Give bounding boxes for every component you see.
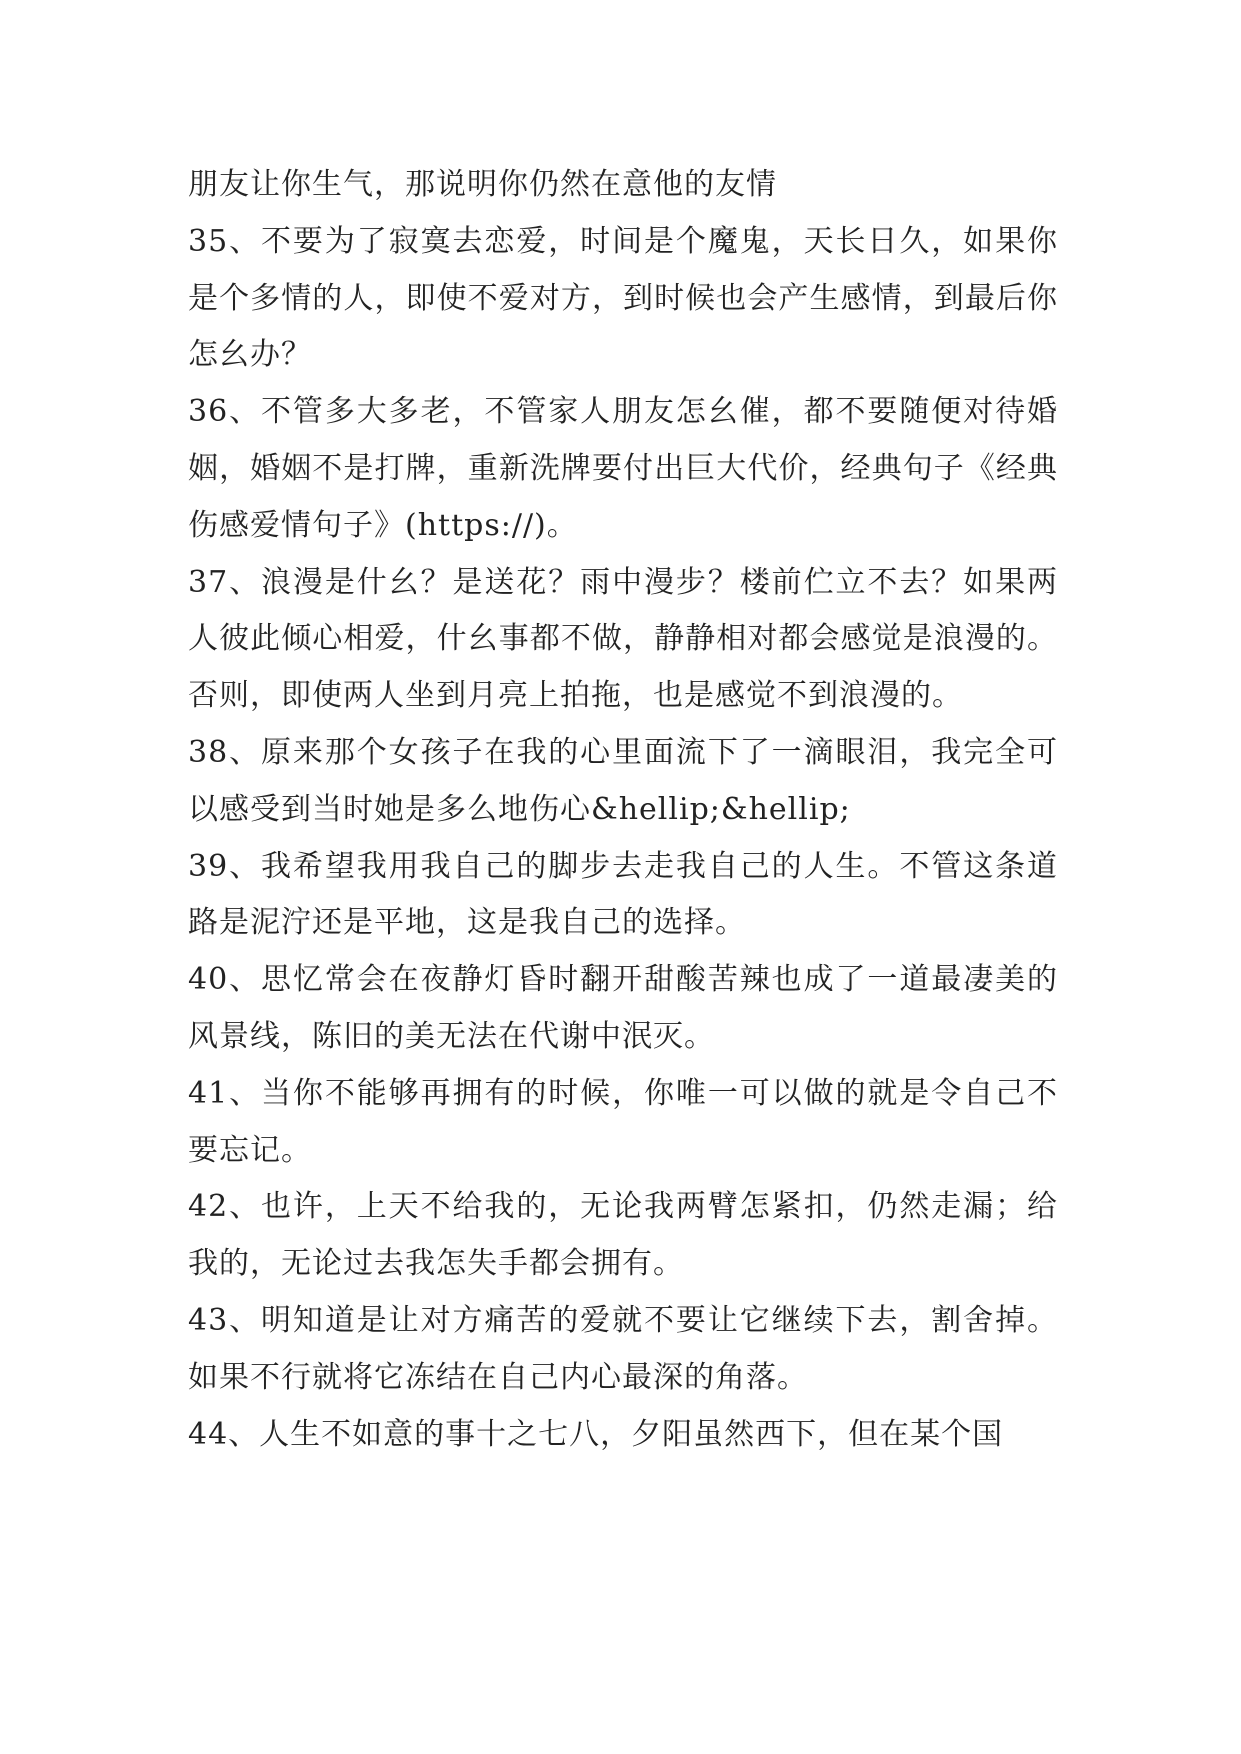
paragraph-42: 42、也许，上天不给我的，无论我两臂怎紧扣，仍然走漏；给我的，无论过去我怎失手都会拥有。 (188, 1189, 1058, 1282)
paragraph-35: 35、不要为了寂寞去恋爱，时间是个魔鬼，天长日久，如果你是个多情的人，即使不爱对方，到时候也会产生感情，到最后你怎幺办？ (188, 223, 1058, 373)
paragraph-37: 37、浪漫是什幺？是送花？雨中漫步？楼前伫立不去？如果两人彼此倾心相爱，什幺事都不做，静静相对都会感觉是浪漫的。否则，即使两人坐到月亮上拍拖，也是感觉不到浪漫的。 (188, 564, 1058, 714)
paragraph-40: 40、思忆常会在夜静灯昏时翻开甜酸苦辣也成了一道最凄美的风景线，陈旧的美无法在代谢中泯灭。 (188, 962, 1058, 1054)
paragraph-38: 38、原来那个女孩子在我的心里面流下了一滴眼泪，我完全可以感受到当时她是多么地伤心&hellip;&hellip; (188, 734, 1058, 827)
paragraph-39: 39、我希望我用我自己的脚步去走我自己的人生。不管这条道路是泥泞还是平地，这是我自己的选择。 (188, 848, 1058, 941)
document-body (188, 157, 1058, 1463)
paragraph-intro: 朋友让你生气，那说明你仍然在意他的友情 (188, 167, 777, 202)
paragraph-41: 41、当你不能够再拥有的时候，你唯一可以做的就是令自己不要忘记。 (188, 1075, 1058, 1168)
paragraph-44: 44、人生不如意的事十之七八，夕阳虽然西下，但在某个国 (188, 1416, 1004, 1452)
paragraph-36: 36、不管多大多老，不管家人朋友怎幺催，都不要随便对待婚姻，婚姻不是打牌，重新洗牌要付出巨大代价，经典句子《经典伤感爱情句子》(https://)。 (188, 394, 1058, 543)
paragraph-43: 43、明知道是让对方痛苦的爱就不要让它继续下去，割舍掉。如果不行就将它冻结在自己内心最深的角落。 (188, 1302, 1058, 1395)
